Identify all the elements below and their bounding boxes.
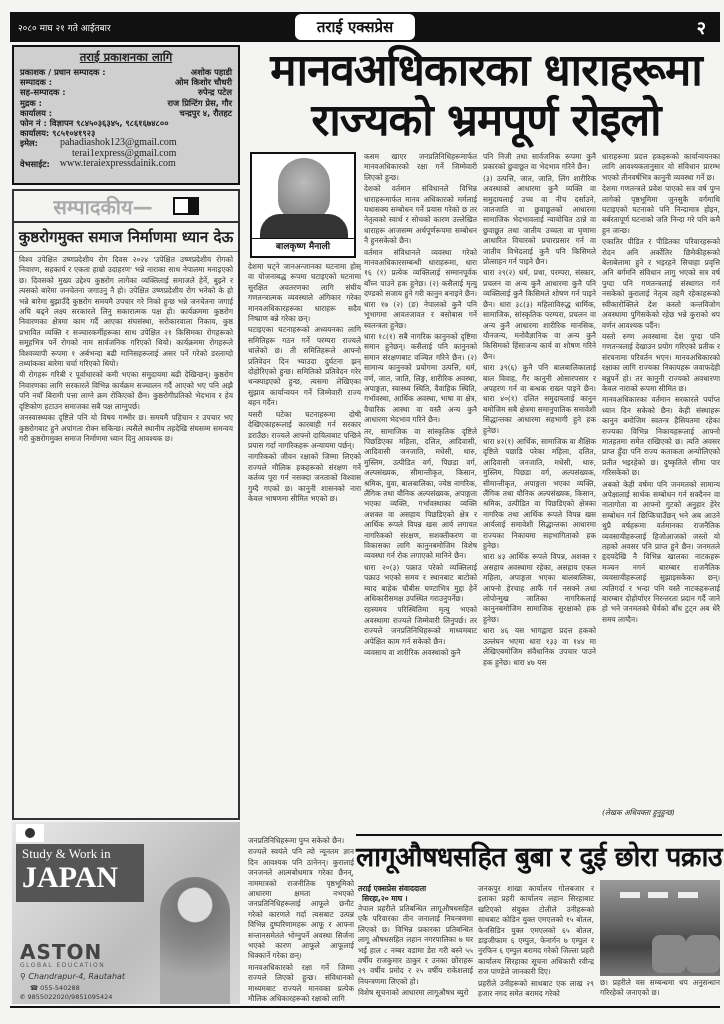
paragraph: देशमा घट्ने जानअन्जानका घटनामा होस् वा योजनाबद्ध रूपमा घटाइएको घटनामा सुरक्षित अवतरणका लागि संघीय गणतन्त्रात्मक व्यवस्थाले अंगिकार गरेका मानवअधिकारहरूका धाराहरू सदैव निष्प्राण बन्ने गरेका छन्। <box>248 262 361 324</box>
paragraph: धारा २९(२) धर्म, प्रथा, परम्परा, संस्कार, प्रचलन वा अन्य कुनै आधारमा कुनै पनि व्यक्तिलाई कुनै किसिमले शोषण गर्न पाइने छैन। धारा ३८(३) महिलाविरुद्ध धार्मिक, सामाजिक, सांस्कृतिक परम्परा, प्रचलन वा अन्य कुनै आधारमा शारीरिक मानसिक, यौनजन्य, मनोवैज्ञानिक वा अन्य कुनै किसिमको हिंसाजन्य कार्य वा शोषण गरिने छैन। <box>483 268 596 361</box>
office-phone: कार्यालय: ९८५१०४१९२३ <box>20 128 96 139</box>
ad-tagline: Study & Work in <box>22 846 111 861</box>
issue-date: २०८० माघ २१ गते आईतबार <box>18 24 111 34</box>
email-2[interactable]: terai1express@gmail.com <box>72 147 177 159</box>
page-header-bar <box>10 12 720 42</box>
blurred-face <box>678 892 698 898</box>
website-label: वेभसाईट: <box>20 158 50 169</box>
paragraph: नागरिकको जीवन रक्षाको जिम्मा लिएको राज्यले मौलिक हकहरूको संरक्षण गर्ने कर्तव्य पूरा गर्न नसक्दा जनताको विश्वास गुम्दै गएको छ। कानुनी शासनको नारा केवल भाषणमा सीमित भएको छ। <box>248 452 361 503</box>
paragraph: धारा ४२(१) आर्थिक, सामाजिक वा शैक्षिक दृष्टिले पछाडि परेका महिला, दलित, आदिवासी जनजाति, मधेसी, थारु, मुस्लिम, पिछडा वर्ग, अल्पसंख्यक, सीमान्तीकृत, अपाङ्गता भएका व्यक्ति, लैंगिक तथा यौनिक अल्पसंख्यक, किसान, श्रमिक, उत्पीडित वा पिछडिएको क्षेत्रका नागरिक तथा आर्थिक रूपले विपन्न खस आर्यलाई समावेशी सिद्धान्तका आधारमा राज्यका निकायमा सहभागिताको हक हुनेछ। <box>483 436 596 551</box>
news-column-1-text <box>358 904 473 1002</box>
editorial-header <box>14 191 238 223</box>
masthead-row <box>20 87 232 97</box>
page-number: २ <box>696 18 706 39</box>
masthead-row <box>20 77 232 87</box>
paragraph: धारा ३९(६) कुनै पनि बालबालिकालाई बाल विवाह, गैर कानुनी ओसारपसार र अपहरण गर्न वा बन्धक राख्न पाइने छैन। धारा ४०(१) दलित समुदायलाई कानुन बमोजिम सबै क्षेत्रमा समानुपातिक समावेशी सिद्धान्तका आधारमा सहभागी हुने हक हुनेछ। <box>483 363 596 435</box>
paragraph: धारा २०(३) पक्राउ परेको व्यक्तिलाई पक्राउ भएको समय र स्थानबाट बाटोको म्याद बाहेक चौबीस घण्टाभित्र मुद्दा हेर्ने अधिकारीसमक्ष उपस्थित गराउनुपर्नेछ। <box>364 562 477 604</box>
paragraph: जनस्वास्थ्यका दृष्टिले पनि यो विषय गम्भीर छ। समयमै पहिचान र उपचार भए कुष्ठरोगबाट हुने अपांगता रोक्न सकिन्छ। त्यसैले स्थानीय तहदेखि संघसम्म समन्वय गरी कुष्ठरोगमुक्त समाज निर्माणमा ध्यान दिनु आवश्यक छ। <box>19 413 233 443</box>
news-column-1 <box>358 884 473 1004</box>
news-column-3 <box>600 978 720 1004</box>
paragraph: नेपाल प्रहरीले प्रतिबन्धित लागूऔषधसहित एकै परिवारका तीन जनालाई नियन्त्रणमा लिएको छ। विभिन्न प्रकारका प्रतिबन्धित लागू औषधसहित लहान नगरपालिका ७ घर भई हाल ८ नम्बर वडामा डेरा गरी बस्ने ५५ वर्षीय राजकुमार ठाकुर र उनका छोराहरू २९ वर्षीय प्रमोद र २५ वर्षीय राकेशलाई नियन्त्रणमा लिएको हो। <box>358 904 473 986</box>
news-photo <box>600 880 720 976</box>
article-column-1-continued <box>248 836 354 1004</box>
paragraph: धारा ४३ आर्थिक रूपले विपन्न, अशक्त र असहाय अवस्थामा रहेका, असहाय एकल महिला, अपाङ्गता भएका बालबालिका, आफ्नो हेरचाह आफैं गर्न नसक्ने तथा लोपोन्मुख जातिका नागरिकलाई कानुनबमोजिम सामाजिक सुरक्षाको हक हुनेछ। <box>483 552 596 624</box>
news-column-2 <box>478 884 594 1004</box>
paragraph: धारा १८(१) सबै नागरिक कानुनको दृष्टिमा समान हुनेछन्। कसैलाई पनि कानुनको समान संरक्षणबाट वञ्चित गरिने छैन। (२) सामान्य कानुनको प्रयोगमा उत्पत्ति, धर्म, वर्ण, जात, जाति, लिङ्ग, शारीरिक अवस्था, अपाङ्गता, स्वास्थ्य स्थिति, वैवाहिक स्थिति, गर्भावस्था, आर्थिक अवस्था, भाषा वा क्षेत्र, वैचारिक आस्था वा यस्तै अन्य कुनै आधारमा भेदभाव गरिने छैन। <box>364 331 477 425</box>
email-label: इमेल: <box>20 138 38 149</box>
headline-line-2: राज्यको भ्रमपूर्ण रोइलो <box>311 95 661 146</box>
ad-phone-2-text: 9855022020/9851095424 <box>27 993 113 1001</box>
blurred-face <box>648 892 668 898</box>
article-column-2 <box>364 152 477 832</box>
paragraph: अबको केही वर्षमा पनि जनमतको सामान्य अपेक्षालाई सार्थक सम्बोधन गर्न सक्दैनन वा नातागोता वा आफ्नो गुटको अनुहार हेरेर सम्बोधन गर्न छिप्किचाउँछन् भने अब आउने थुप्रै वर्षहरूमा वर्तमानका राजनैतिक व्यवसायीहरूलाई हिजोआजको जस्तो यो तहको अवसर पनि प्राप्त हुने छैन। जनमतले हृदयदेखि नै विभिन्न खालका नाटकहरू मञ्चन नगर्न बारम्बार राजनैतिक व्यवसायीहरूलाई सुझाइसकेका छन्। त्यतिगर्दा र भन्दा पनि यस्तै नाटकहरूलाई बारम्बार दोहोर्याएर निरन्तरता प्रदान गर्दै जाने हो भने जनमतको धैर्यको बाँध टुट्न अब धेरै समय लाग्दैन। <box>602 479 720 624</box>
article-column-4-text <box>602 152 720 807</box>
paragraph: जनकपुर शाखा कार्यालय गोलबजार र इलाका प्रहरी कार्यालय लहान सिरहाबाट खटिएको संयुक्त टोलीले उनीहरूको साथबाट कोडिन युक्त एमएलको १५ बोतल, फेनसिडिन युक्त एमएलको ६५ बोतल, डाइजीफाम ६ एम्पुल, फेनार्गन ७ एम्पुल र नुरफिन ६ एम्पुल बरामद गरेको जिल्ला प्रहरी कार्यालय सिरहाका सूचना अधिकारी रवीन्द्र राज पाण्डेले जानकारी दिए। <box>478 884 594 977</box>
masthead-value: चन्द्रपुर ४, रौतहट <box>179 107 232 118</box>
paragraph: देशको वर्तमान संविधानले विभिन्न धाराहरूमार्फत मानव अधिकारको मर्मलाई यथासक्य सम्बोधन गर्ने प्रयास गरेको छ तर नेतृत्वको स्वार्थ र सोचको कारण उल्लेखित धाराहरू आजसम्म अर्थपूर्णरूपमा सम्बोधन नै हुनसकेको छैन। <box>364 184 477 246</box>
paragraph: यी रोगहरू गरिबी र पूर्वाधारको कमी भएका समुदायमा बढी देखिन्छन्। कुष्ठरोग निवारणका लागि सरकारले विभिन्न कार्यक्रम सञ्चालन गर्दै आएको भए पनि अझै पनि नयाँ बिरामी पत्ता लाग्ने क्रम रोकिएको छैन। कुष्ठरोगीप्रतिको भेदभाव र हेय दृष्टिकोण हटाउन समाजका सबै पक्ष लाग्नुपर्छ। <box>19 370 233 411</box>
phone-line: फोन नं : विज्ञापन ९८४५०३६३४५, ९८६१६७४८०० <box>20 118 169 129</box>
seized-jar <box>686 935 720 973</box>
ad-address-text: Chandrapur-4, Rautahat <box>28 972 126 981</box>
masthead-row <box>20 67 232 77</box>
paragraph: कसम खाएर जनप्रतिनिधिहरूमार्फत मानवअधिकारको रक्षा गर्ने जिम्मेवारी लिएको हुन्छ। <box>364 152 477 182</box>
paragraph: देशमा गणतन्त्रले प्रवेश पाएको सत्र वर्ष पुग्न लागेको पृष्ठभूमिमा जुनसुकै वर्गमाथि घटाइएको घटनाको पनि निन्दामात्र होइन, बर्बरतापूर्ण घटनाको जति निन्दा गरे पनि कमै हुन जान्छ। <box>602 184 720 235</box>
paragraph: व्यवसाय वा शारीरिक अवस्थाको कुनै <box>364 648 461 658</box>
ad-phone-1: ☎ 055-540288 <box>30 984 80 992</box>
news-byline: तराई एक्सप्रेस संवाददाता <box>358 884 427 893</box>
masthead-row <box>20 108 232 118</box>
ad-phone-2: ✆ 9855022020/9851095424 <box>20 993 113 1001</box>
paragraph: छ। प्रहरीले यस सम्बन्धमा थप अनुसन्धान गरिरहेको जनाएको छ। <box>600 978 720 998</box>
author-photo <box>250 152 356 258</box>
bottom-rule <box>10 1006 720 1008</box>
ad-brand-sub: GLOBAL EDUCATION <box>20 962 106 969</box>
seized-jar <box>652 935 686 973</box>
paragraph: धाराहरूमा प्रदत्त हकहरूको कार्यान्वयनका लागि आवश्यकतानुसार यो संविधान प्रारम्भ भएको तीनवर्षभित्र कानुनी व्यवस्था गर्ने छ। <box>602 152 720 182</box>
blurred-face <box>620 892 640 898</box>
masthead-role: मुद्रक : <box>20 97 42 108</box>
masthead-role: कार्यालय : <box>20 107 53 118</box>
paragraph: घटाइएका घटनाहरूको अध्ययनका लागि समितिहरू गठन गर्ने परम्परा राज्यले थालेको छ। ती समितिहरूले आफ्नो प्रतिवेदन दिन भ्याउदा दुर्घटना झन् दोहोरिएको हुन्छ। समितिको प्रतिवेदन गरेर थन्क्याइएको हुन्छ, त्यसमा लेखिएका सुझाव कार्यान्वयन गर्ने जिम्मेवारी राज्य बहन गर्दैन। <box>248 325 361 408</box>
masthead-row <box>20 98 232 108</box>
headline-line-1: मानवअधिकारका धाराहरूमा <box>270 45 702 96</box>
paragraph: राज्यले स्वयंले पनि त्यो न्यूनतम ज्ञान दिन आवश्यक पनि ठानेनन्। कुरालाई जनजनले आत्मबोधमात्र गरेका छैनन्, नाममात्रको राजनीतिक पृष्ठभूमिको आधारमा क्षमता नभएको जनप्रतिनिधिहरूलाई आफूले छनौट गरेको कारणले गर्दा त्यसबाट उत्पन्न विभिन्न दुष्परिणामहरू आफू र आफ्ना सन्तानसमेतले भोग्नुपर्ने अवस्था सिर्जना भएको कारण आफूले आफूलाई धिक्कार्ने गरेका छन्। <box>248 847 354 961</box>
paragraph: जनप्रतिनिधिहरूमा पुग्न सकेको छैन। <box>248 836 345 845</box>
paragraph: विशेष सूचनाको आधारमा लागूऔषध ब्युरो <box>358 988 469 998</box>
ad-phone-1-text: 055-540288 <box>40 984 80 992</box>
masthead-role: सम्पादक : <box>20 77 53 88</box>
paragraph: तर, सामाजिक वा सांस्कृतिक दृष्टिले पिछडिएका महिला, दलित, आदिवासी, आदिवासी जनजाति, मधेसी, थारु, मुस्लिम, उत्पीडित वर्ग, पिछडा वर्ग, अल्पसंख्यक, सीमान्तीकृत, किसान, श्रमिक, युवा, बालबालिका, ज्येष्ठ नागरिक, लैंगिक तथा यौनिक अल्पसंख्यक, अपाङ्गता भएका व्यक्ति, गर्भावस्थाका व्यक्ति अशक्त वा असहाय पिछडिएको क्षेत्र र आर्थिक रूपले विपन्न खस आर्य लगायत नागरिकको संरक्षण, सशक्तीकरण वा विकासका लागि कानुनबमोजिम विशेष व्यवस्था गर्न रोक लगाएको मानिने छैन। <box>364 426 477 561</box>
news-headline: लागूऔषधसहित बुबा र दुई छोरा पक्राउ <box>356 842 723 873</box>
editorial-label: सम्पादकीय— <box>53 194 153 219</box>
editorial-box <box>12 189 240 820</box>
paragraph: (३) उत्पत्ति, जात, जाति, लिंग शारीरिक अवस्थाको आधारमा कुनै व्यक्ति वा समुदायलाई उच्च वा नीच दर्साउने, जातजाति वा छुवाछूतको आधारमा सामाजिक भेदभावलाई न्यायोचित ठान्ने वा छुवाछूत तथा जातीय उच्चता वा घृणामा आधारित विचारको प्रचारप्रसार गर्न वा जातीय विभेदलाई कुनै पनि किसिमले प्रोत्साहन गर्न पाइने छैन। <box>483 173 596 267</box>
paragraph: मानवअधिकारका वर्तमान सरकारले पर्याप्त ध्यान दिन सकेको छैन। केही संस्थाहरू कानुन बमोजिम स्वतन्त्र हैसियतमा रहेका राज्यका विभिन्न निकायहरूलाई आफ्नो मातहतमा समेत राखिएको छ। त्यति अवसर प्राप्त हुँदा पनि राज्य कताकता अन्योलिएको प्रतीत भइरहेको छ। दुष्कृतिले सीमा पार गरिसकेको छ। <box>602 395 720 478</box>
masthead-value: राज प्रिन्टिंग प्रेस, गौर <box>167 97 232 108</box>
paragraph: यस्तो रुग्ण अवस्थामा देश पुग्दा पनि गणतन्त्रलाई देखाउन प्रयोग गरिएको प्रतीक र संरचनामा परिवर्तन भएन। मानवअधिकारको रक्षाका लागि राज्यका निकायहरू जवाफदेही बन्नुपर्ने हो। तर कानुनी राज्यको अवधारणा केवल नाराको रूपमा सीमित छ। <box>602 331 720 393</box>
masthead-value: ओम किशोर चौधरी <box>175 77 232 88</box>
author-note: (लेखक अधिवक्ता हुनुहुन्छ) <box>602 808 675 817</box>
ad-brand-logo: ASTON <box>20 940 103 964</box>
japan-flag-icon <box>16 824 44 842</box>
masthead-title: तराई प्रकाशनका लागि <box>79 50 173 64</box>
paragraph: वर्तमान संविधानले व्यवस्था गरेको मानवअधिकारसम्बन्धी धाराहरूमा, धारा १६ (१) प्रत्येक व्यक्तिलाई सम्मानपूर्वक बाँच्न पाउने हक हुनेछ। (२) कसैलाई मृत्यु दण्डको सजाय हुने गरी कानुन बनाइने छैन। धारा १७ (२) (ङ) नेपालको कुनै पनि भूभागमा आवतजावत र बसोबास गर्ने स्वतन्त्रता हुनेछ। <box>364 247 477 330</box>
masthead-role: प्रकाशक / प्रधान सम्पादक : <box>20 67 106 77</box>
paragraph: पनि निजी तथा सार्वजनिक रूपमा कुनै प्रकारको छुवाछूत वा भेदभाव गरिने छैन। <box>483 152 596 172</box>
divider <box>356 834 722 836</box>
paragraph: रहस्यमय परिस्थितिमा मृत्यु भएको अवस्थामा राज्यले जिम्मेवारी लिनुपर्छ। तर राज्यले जनप्रतिनिधिहरूको माध्यमबाट अपेक्षित काम गर्न सकेको छैन। <box>364 605 477 646</box>
ad-model-image <box>160 877 230 1004</box>
ad-panel <box>16 844 144 902</box>
paragraph: एकातिर पीडित र पीडितका परिवारहरूको रोदन अनि अर्कोतिर छिमेकीहरूको बेलाबेलामा हुने र भइरहने सिचाहा प्रवृत्ति अनि बर्गमनि संविधान लागु भएको सत्र वर्ष पुग्दा पनि गणतन्त्रलाई संस्थागत गर्न नसकेको कुरालाई नेतृत्व तहमै रहेकाहरूको स्वीकारोक्तिले देश कस्तो कन्तविजोग अवस्थामा पुगिसकेको रहेछ भन्ने कुराको थप वर्णन आवश्यक पर्दैन। <box>602 237 720 330</box>
masthead-box <box>12 45 240 185</box>
editorial-body <box>14 252 238 817</box>
masthead-value: अशोक पहाडी <box>190 67 232 77</box>
paragraph: यसरी घटेका घटनाहरूमा दोषी देखिएकाहरूलाई कारबाही गर्न सरकार डराउँछ। राज्यले आफ्नो दायित्वबाट पन्छिने प्रयास गर्दा नागरिकहरू अन्यायमा पर्छन्। <box>248 409 361 450</box>
advertisement-aston[interactable] <box>12 822 240 1004</box>
masthead-role: सह-सम्पादक : <box>20 87 66 98</box>
email-1[interactable]: pahadiashok123@gmail.com <box>59 137 177 149</box>
photo-caption: बालकृष्ण मैनाली <box>252 238 354 256</box>
editorial-title: कुष्ठरोगमुक्त समाज निर्माणमा ध्यान देऊ <box>14 223 238 252</box>
website-link[interactable]: www.teraiexpressdainik.com <box>59 157 176 169</box>
paragraph: विश्व उपेक्षित उष्णप्रदेशीय रोग दिवस २०२४ 'उपेक्षित उष्णप्रदेशीय रोगको निवारण, सहकार्य र एकता हाम्रो उदाहरण' भन्ने नाराका साथ नेपालमा मनाइएको छ। दिवसको मुख्य उद्देश्य कुष्ठरोग लागेका व्यक्तिलाई समाजले हेर्ने, बुझ्ने र त्यसको बारेमा जनचेतना जगाउनु नै हो। उपेक्षित उष्णप्रदेशीय रोग भनेको के हो भन्ने बारेमा बुझाउँदै कुष्ठरोग समयमै उपचार गरे निको हुन्छ भन्ने जनचेतना जगाई अघि बढ्ने लक्ष्य सरकारले लिनु सकारात्मक पक्ष हो। कार्यक्रममा कुष्ठरोग निवारणका क्षेत्रमा काम गर्दै आएका संघसंस्था, सरोकारवाला निकाय, कुष्ठ प्रभावित व्यक्ति र सञ्चारकर्मीहरूका साथ उपेक्षित २१ किसिमका रोगहरूको समूहभित्र पर्ने रोगको नाम सार्वजनिक गरिएको थियो। कार्यक्रममा रोगहरूले विश्वव्यापी रूपमा १ अर्बभन्दा बढी मानिसहरूलाई असर पर्ने गरेको डरलाग्दो तथ्यांकका बारेमा चर्चा गरिएको थियो। <box>19 255 233 369</box>
author-face <box>278 158 330 220</box>
masthead-value: रुपेन्द्र पटेल <box>197 87 232 98</box>
news-dateline: सिरहा,२० माघ । <box>362 894 408 903</box>
article-column-3 <box>483 152 596 832</box>
author-suit <box>260 214 348 240</box>
paragraph: मानवअधिकारको रक्षा गर्ने जिम्मा राज्यले लिएको हुन्छ। संविधानको माध्यमबाट राज्यले मानवका प्रत्येक मौलिक अधिकारहरूको रक्षाको लागि <box>248 962 354 1004</box>
pen-icon <box>173 197 199 215</box>
article-headline <box>250 46 722 146</box>
article-column-1 <box>248 262 361 832</box>
ad-country: JAPAN <box>22 861 119 894</box>
newspaper-name: तराई एक्सप्रेस <box>295 14 415 40</box>
paragraph: धारा ४६ यस भागद्वारा प्रदत्त हकको उल्लंघन भएमा धारा १३३ वा १४४ मा लेखिएबमोजिम संवैधानिक उपचार पाउने हक हुनेछ। धारा ४७ यस <box>483 626 596 667</box>
paragraph: प्रहरीले उनीहरूको साथबाट एक लाख २९ हजार नगद समेत बरामद गरेको <box>478 978 594 999</box>
ad-address: ⚲ Chandrapur-4, Rautahat <box>20 972 126 981</box>
article-column-4 <box>602 152 720 832</box>
